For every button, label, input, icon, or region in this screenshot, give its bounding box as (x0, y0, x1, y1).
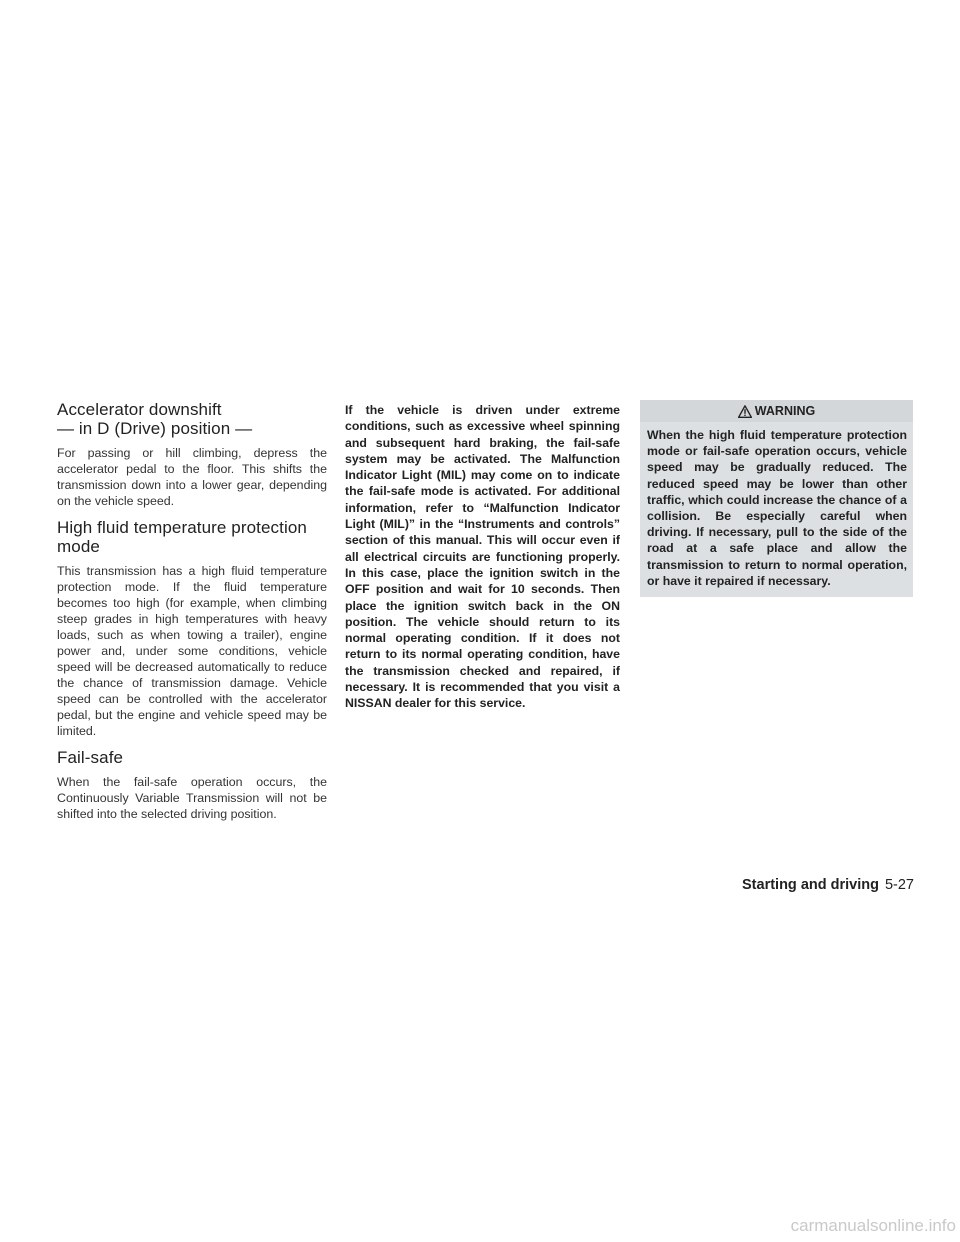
heading-fail-safe: Fail-safe (57, 748, 124, 767)
heading-line: — in D (Drive) position — (57, 419, 253, 438)
middle-column (345, 400, 620, 712)
watermark: carmanualsonline.info (790, 1216, 956, 1235)
warning-text: When the high fluid temperature protection mode or fail-safe operation occurs, vehicle speed may be gradually reduced. The reduced speed may be lower than other traffic, which could increase the chance of a collision. Be especially careful when driving. If necessary, pull to the side of the road at a safe place and allow the transmission to return to normal operation, or have it repaired if necessary. (647, 428, 907, 588)
warning-header (640, 400, 913, 422)
right-column (640, 400, 913, 597)
accelerator-downshift-text: For passing or hill climbing, depress the accelerator pedal to the floor. This shifts the transmission down into a lower gear, depending on the vehicle speed. (57, 446, 327, 508)
chapter-title: Starting and driving (742, 877, 879, 893)
warning-box (640, 400, 913, 597)
high-fluid-temperature-text: This transmission has a high fluid temperature protection mode. If the fluid temperature becomes too high (for example, when climbing steep grades in high temperatures with heavy loads, such as when towing a trailer), engine power and, under some conditions, vehicle speed will be decreased automatically to reduce the chance of transmission damage. Vehicle speed can be controlled with the accelerator pedal, but the engine and vehicle speed may be limited. (57, 564, 327, 738)
heading-line: High fluid temperature protection (57, 518, 307, 537)
heading-line: Accelerator downshift (57, 400, 222, 419)
page-number: 5-27 (884, 877, 914, 893)
left-column (57, 400, 327, 831)
warning-label: WARNING (754, 404, 816, 418)
fail-safe-text: When the fail-safe operation occurs, the Continuously Variable Transmission will not be shifted into the selected driving position. (57, 775, 327, 821)
warning-triangle-icon (738, 405, 752, 418)
heading-high-fluid-temperature (57, 518, 327, 556)
page-footer (660, 877, 914, 893)
heading-accelerator-downshift (57, 400, 327, 438)
heading-line: mode (57, 537, 100, 556)
fail-safe-conditions-text: If the vehicle is driven under extreme conditions, such as excessive wheel spinning and subsequent hard braking, the fail-safe system may be activated. The Malfunction Indicator Light (MIL) may come on to indicate the fail-safe mode is activated. For additional information, refer to “Malfunction Indicator Light (MIL)” in the “Instruments and controls” section of this manual. This will occur even if all electrical circuits are functioning properly. In this case, place the ignition switch in the OFF position and wait for 10 seconds. Then place the ignition switch back in the ON position. The vehicle should return to its normal operating condition. If it does not return to its normal operating condition, have the transmission checked and repaired, if necessary. It is recommended that you visit a NISSAN dealer for this service. (345, 403, 620, 711)
